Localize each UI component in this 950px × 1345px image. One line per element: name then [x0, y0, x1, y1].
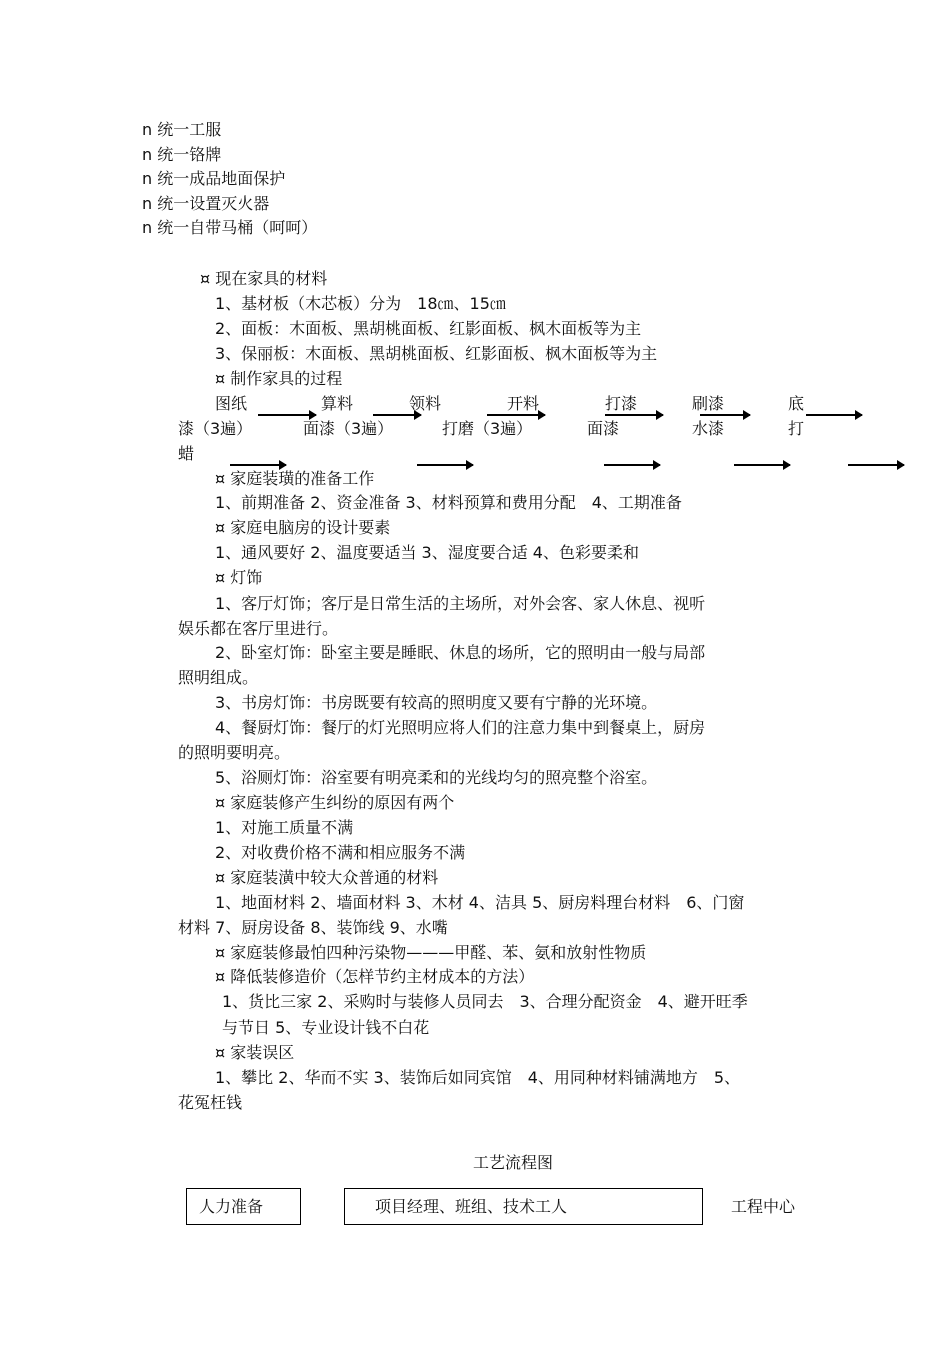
section-heading: ¤ 家庭装修最怕四种污染物———甲醛、苯、氨和放射性物质: [215, 943, 647, 962]
arrow-icon: [230, 464, 286, 466]
section-heading: ¤ 家庭装修产生纠纷的原因有两个: [215, 793, 455, 812]
process-step: 蜡: [178, 444, 195, 463]
paragraph: 照明组成。: [178, 668, 259, 687]
arrow-icon: [848, 464, 904, 466]
process-step: 底: [788, 394, 805, 413]
section-heading: ¤ 制作家具的过程: [215, 369, 343, 388]
arrow-icon: [604, 464, 660, 466]
paragraph: 4、餐厨灯饰：餐厅的灯光照明应将人们的注意力集中到餐桌上，厨房: [215, 718, 706, 737]
section-heading: ¤ 灯饰: [215, 568, 263, 587]
list-item: n 统一铬牌: [142, 145, 222, 164]
paragraph: 2、面板：木面板、黑胡桃面板、红影面板、枫木面板等为主: [215, 319, 642, 338]
process-step: 打漆: [605, 394, 638, 413]
paragraph: 花冤枉钱: [178, 1093, 243, 1112]
paragraph: 与节日 5、专业设计钱不白花: [222, 1018, 430, 1037]
flowchart-title: 工艺流程图: [473, 1153, 554, 1172]
arrow-icon: [700, 414, 750, 416]
arrow-icon: [605, 414, 663, 416]
arrow-icon: [373, 414, 421, 416]
paragraph: 1、客厅灯饰；客厅是日常生活的主场所，对外会客、家人休息、视听: [215, 594, 706, 613]
list-item: n 统一设置灭火器: [142, 194, 270, 213]
process-step: 领料: [409, 394, 442, 413]
arrow-icon: [417, 464, 473, 466]
process-step: 面漆（3遍）: [303, 419, 394, 438]
paragraph: 1、攀比 2、华而不实 3、装饰后如同宾馆 4、用同种材料铺满地方 5、: [215, 1068, 741, 1087]
section-heading: ¤ 现在家具的材料: [200, 269, 328, 288]
paragraph: 的照明要明亮。: [178, 743, 291, 762]
section-heading: ¤ 家庭装璜的准备工作: [215, 469, 375, 488]
process-step: 算料: [321, 394, 354, 413]
process-step: 水漆: [692, 419, 725, 438]
list-item: n 统一工服: [142, 120, 222, 139]
paragraph: 3、保丽板：木面板、黑胡桃面板、红影面板、枫木面板等为主: [215, 344, 658, 363]
paragraph: 材料 7、厨房设备 8、装饰线 9、水嘴: [178, 918, 448, 937]
section-heading: ¤ 家装误区: [215, 1043, 295, 1062]
flowchart-box-label: 人力准备: [199, 1197, 264, 1216]
process-step: 打: [788, 419, 805, 438]
process-step: 刷漆: [692, 394, 725, 413]
paragraph: 1、前期准备 2、资金准备 3、材料预算和费用分配 4、工期准备: [215, 493, 682, 512]
arrow-icon: [258, 414, 316, 416]
paragraph: 1、货比三家 2、采购时与装修人员同去 3、合理分配资金 4、避开旺季: [222, 992, 748, 1011]
process-step: 图纸: [215, 394, 248, 413]
arrow-icon: [487, 414, 545, 416]
paragraph: 5、浴厕灯饰：浴室要有明亮柔和的光线均匀的照亮整个浴室。: [215, 768, 658, 787]
section-heading: ¤ 家庭电脑房的设计要素: [215, 518, 391, 537]
arrow-icon: [806, 414, 862, 416]
section-heading: ¤ 家庭装潢中较大众普通的材料: [215, 868, 439, 887]
flowchart-label: 工程中心: [731, 1197, 796, 1216]
process-step: 打磨（3遍）: [442, 419, 533, 438]
paragraph: 1、通风要好 2、温度要适当 3、湿度要合适 4、色彩要柔和: [215, 543, 639, 562]
process-step: 开料: [507, 394, 540, 413]
section-heading: ¤ 降低装修造价（怎样节约主材成本的方法）: [215, 967, 535, 986]
paragraph: 1、基材板（木芯板）分为 18㎝、15㎝: [215, 294, 506, 313]
paragraph: 娱乐都在客厅里进行。: [178, 619, 339, 638]
paragraph: 2、卧室灯饰：卧室主要是睡眠、休息的场所，它的照明由一般与局部: [215, 643, 706, 662]
flowchart-box-label: 项目经理、班组、技术工人: [375, 1197, 568, 1216]
list-item: n 统一自带马桶（呵呵）: [142, 218, 318, 237]
list-item: n 统一成品地面保护: [142, 169, 286, 188]
process-step: 漆（3遍）: [178, 419, 253, 438]
paragraph: 2、对收费价格不满和相应服务不满: [215, 843, 466, 862]
flowchart-box-hr: [186, 1188, 301, 1225]
paragraph: 3、书房灯饰：书房既要有较高的照明度又要有宁静的光环境。: [215, 693, 658, 712]
process-step: 面漆: [587, 419, 620, 438]
flowchart-box-staff: [344, 1188, 703, 1225]
paragraph: 1、地面材料 2、墙面材料 3、木材 4、洁具 5、厨房料理台材料 6、门窗: [215, 893, 745, 912]
arrow-icon: [734, 464, 790, 466]
paragraph: 1、对施工质量不满: [215, 818, 354, 837]
